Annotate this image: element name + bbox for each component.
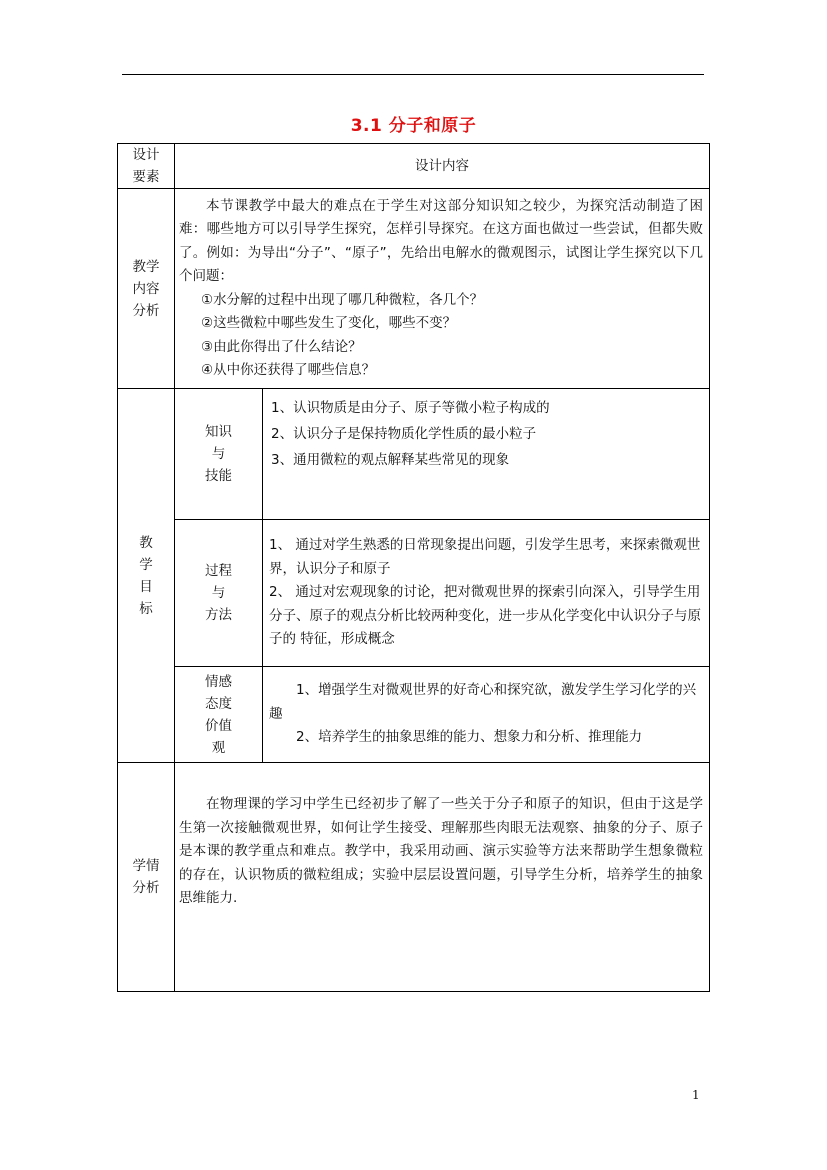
content-analysis-row — [118, 189, 710, 389]
knowledge-row — [118, 389, 710, 520]
header-design-element: 设计 要素 — [118, 144, 175, 189]
header-rule — [122, 74, 704, 75]
knowledge-label: 知识 与 技能 — [175, 389, 263, 520]
student-analysis-cell — [175, 763, 710, 992]
content-analysis-cell — [175, 189, 710, 389]
emotion-label: 情感 态度 价值 观 — [175, 667, 263, 763]
question-item: ④从中你还获得了哪些信息？ — [201, 362, 376, 378]
student-analysis-row — [118, 763, 710, 992]
emotion-cell — [263, 667, 710, 763]
question-item: ①水分解的过程中出现了哪几种微粒，各几个？ — [201, 291, 484, 308]
process-label: 过程 与 方法 — [175, 520, 263, 667]
page-number: 1 — [692, 1088, 700, 1102]
student-analysis-paragraph: 在物理课的学习中学生已经初步了解了一些关于分子和原子的知识，但由于这是学生第一次接触微观世界，如何让学生接受、理解那些肉眼无法观察、抽象的分子、原子是本课的教学重点和难点。教学中，我采用动画、演示实验等方法来帮助学生想象微粒的存在，认识物质的微粒组成；实验中层层设置问题，引导学生分析，培养学生的抽象思维能力. — [179, 796, 703, 907]
emotion-item: 1、增强学生对微观世界的好奇心和探究欲，激发学生学习化学的兴趣 — [269, 682, 697, 722]
header-design-content: 设计内容 — [175, 144, 710, 189]
objectives-label: 教 学 目 标 — [118, 389, 175, 763]
emotion-item: 2、培养学生的抽象思维的能力、想象力和分析、推理能力 — [296, 729, 643, 746]
table-header-row — [118, 144, 710, 189]
process-item: 1、 通过对学生熟悉的日常现象提出问题，引发学生思考，来探索微观世界，认识分子和原子 — [269, 537, 701, 577]
process-item: 2、 通过对宏观现象的讨论，把对微观世界的探索引向深入，引导学生用分子、原子的观点分析比较两种变化，进一步从化学变化中认识分子与原子的 特征，形成概念 — [269, 584, 701, 648]
lesson-plan-table — [117, 143, 710, 992]
content-analysis-paragraph: 本节课教学中最大的难点在于学生对这部分知识知之较少，为探究活动制造了困难：哪些地方可以引导学生探究，怎样引导探究。在这方面也做过一些尝试，但都失败了。例如：为导出“分子”、“原子”，先给出电解水的微观图示，试图让学生探究以下几个问题： — [179, 197, 703, 284]
knowledge-item: 1、认识物质是由分子、原子等微小粒子构成的 — [271, 400, 550, 416]
question-item: ②这些微粒中哪些发生了变化，哪些不变？ — [201, 315, 457, 331]
page-title: 3.1 分子和原子 — [350, 116, 477, 136]
question-item: ③由此你得出了什么结论？ — [201, 338, 362, 355]
knowledge-cell — [263, 389, 710, 520]
process-cell — [263, 520, 710, 667]
process-row — [118, 520, 710, 667]
content-analysis-label: 教学 内容 分析 — [118, 189, 175, 389]
knowledge-item: 2、认识分子是保持物质化学性质的最小粒子 — [271, 426, 537, 442]
knowledge-item: 3、通用微粒的观点解释某些常见的现象 — [271, 452, 510, 468]
student-analysis-label: 学情 分析 — [118, 763, 175, 992]
emotion-row — [118, 667, 710, 763]
